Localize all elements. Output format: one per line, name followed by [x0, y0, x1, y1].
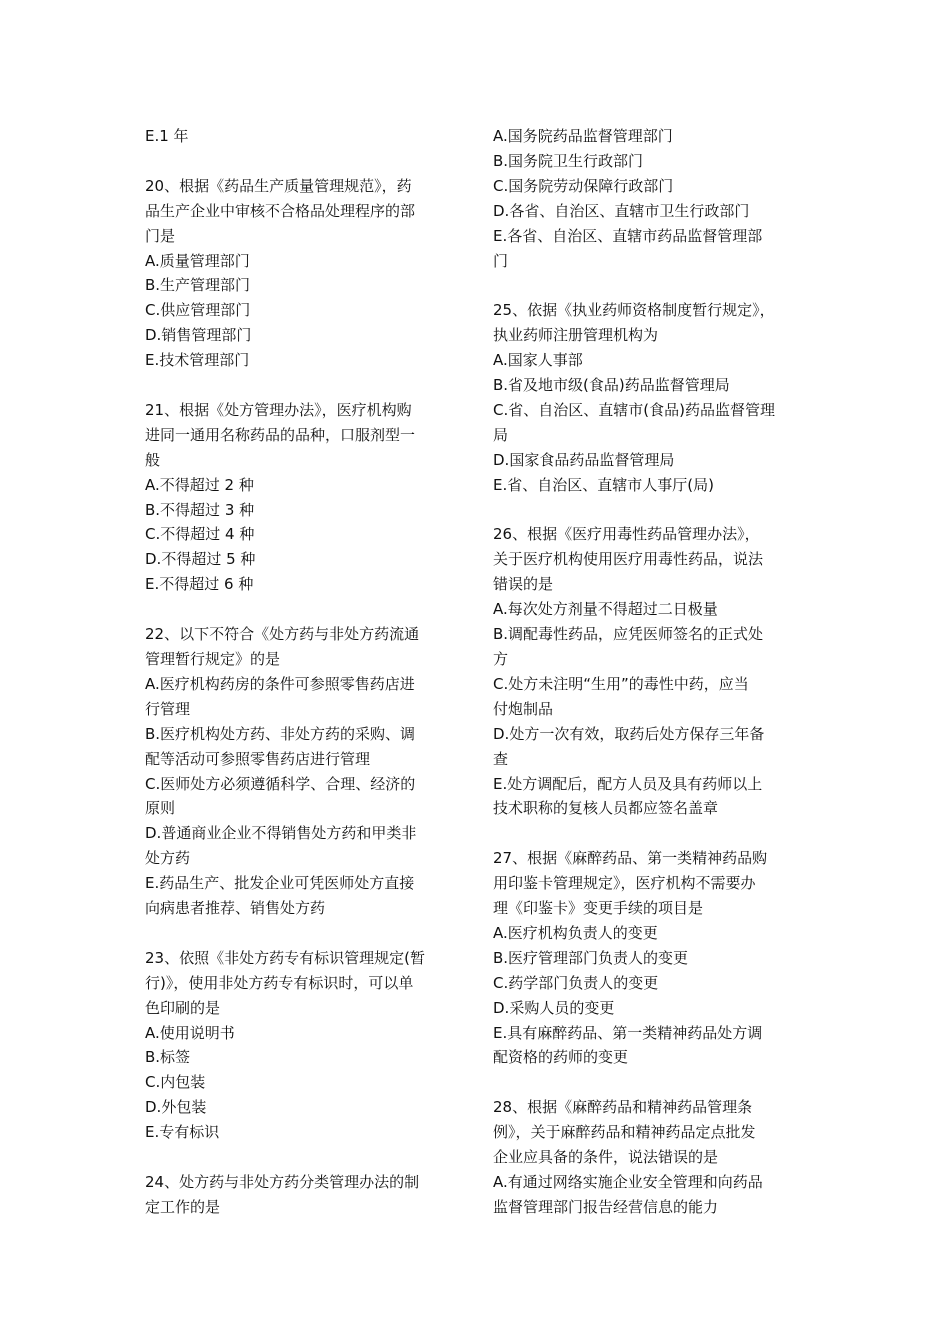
text-line: 监督管理部门报告经营信息的能力: [493, 1197, 719, 1216]
text-line: 般: [145, 450, 161, 469]
text-line: A.质量管理部门: [145, 251, 250, 270]
text-line: E.不得超过 6 种: [145, 575, 254, 594]
text-line: 处方药: [145, 849, 191, 868]
question-block: [493, 1095, 811, 1220]
question-block: [493, 124, 811, 273]
text-line: D.销售管理部门: [145, 326, 252, 345]
text-line: C.不得超过 4 种: [145, 525, 255, 544]
text-line: B.调配毒性药品，应凭医师签名的正式处: [493, 625, 764, 644]
text-line: D.采购人员的变更: [493, 998, 615, 1017]
text-line: 理《印鉴卡》变更手续的项目是: [493, 899, 704, 918]
text-line: E.1 年: [145, 127, 189, 145]
text-line: E.药品生产、批发企业可凭医师处方直接: [145, 874, 415, 893]
text-line: D.不得超过 5 种: [145, 550, 256, 569]
text-line: 关于医疗机构使用医疗用毒性药品，说法: [493, 550, 764, 569]
text-line: A.使用说明书: [145, 1023, 235, 1042]
text-line: 行)》，使用非处方药专有标识时，可以单: [145, 973, 414, 992]
text-line: 门: [493, 251, 509, 270]
question-block: [493, 522, 811, 821]
text-line: 定工作的是: [145, 1197, 221, 1216]
question-block: [145, 398, 455, 597]
text-line: 配等活动可参照零售药店进行管理: [145, 749, 371, 768]
text-line: 行管理: [145, 699, 191, 718]
text-line: C.医师处方必须遵循科学、合理、经济的: [145, 774, 416, 793]
text-line: A.医疗机构负责人的变更: [493, 923, 658, 942]
text-line: 28、根据《麻醉药品和精神药品管理条: [493, 1098, 753, 1117]
question-block: [493, 298, 811, 497]
text-line: C.处方未注明“生用”的毒性中药，应当: [493, 674, 749, 693]
text-line: 管理暂行规定》的是: [145, 649, 281, 668]
text-line: 局: [493, 425, 509, 444]
text-line: A.有通过网络实施企业安全管理和向药品: [493, 1173, 763, 1191]
text-line: 25、依据《执业药师资格制度暂行规定》，: [493, 301, 775, 320]
right-column: [493, 124, 811, 1245]
text-line: B.医疗机构处方药、非处方药的采购、调: [145, 724, 416, 743]
text-line: 品生产企业中审核不合格品处理程序的部: [145, 201, 416, 220]
text-line: D.普通商业企业不得销售处方药和甲类非: [145, 824, 417, 843]
question-block: [145, 174, 455, 373]
left-column: [145, 124, 455, 1245]
text-line: D.外包装: [145, 1098, 207, 1117]
text-line: 查: [493, 749, 509, 768]
text-line: 20、根据《药品生产质量管理规范》，药: [145, 176, 412, 195]
text-line: C.供应管理部门: [145, 301, 251, 320]
text-line: C.省、自治区、直辖市(食品)药品监督管理: [493, 400, 775, 419]
text-line: B.国务院卫生行政部门: [493, 151, 644, 170]
text-line: A.国家人事部: [493, 351, 583, 370]
question-block: [145, 1170, 455, 1220]
text-line: C.药学部门负责人的变更: [493, 973, 659, 992]
text-line: A.国务院药品监督管理部门: [493, 127, 673, 145]
text-line: E.具有麻醉药品、第一类精神药品处方调: [493, 1023, 763, 1042]
question-block: [145, 622, 455, 921]
text-line: 用印鉴卡管理规定》，医疗机构不需要办: [493, 874, 756, 893]
text-line: 执业药师注册管理机构为: [493, 326, 659, 345]
text-line: E.省、自治区、直辖市人事厅(局): [493, 475, 714, 494]
text-line: A.不得超过 2 种: [145, 475, 254, 494]
text-line: 配资格的药师的变更: [493, 1048, 629, 1067]
text-line: B.不得超过 3 种: [145, 500, 255, 519]
text-line: E.各省、自治区、直辖市药品监督管理部: [493, 226, 763, 245]
text-line: 方: [493, 650, 509, 668]
text-line: D.各省、自治区、直辖市卫生行政部门: [493, 201, 750, 220]
text-line: E.专有标识: [145, 1123, 220, 1142]
text-line: B.标签: [145, 1048, 191, 1067]
text-line: 23、依照《非处方药专有标识管理规定(暂: [145, 948, 425, 967]
text-line: C.内包装: [145, 1073, 206, 1092]
text-line: B.省及地市级(食品)药品监督管理局: [493, 376, 730, 395]
question-block: [145, 946, 455, 1145]
text-line: 向病患者推荐、销售处方药: [145, 899, 326, 918]
text-line: D.国家食品药品监督管理局: [493, 450, 675, 469]
text-line: 21、根据《处方管理办法》，医疗机构购: [145, 400, 412, 419]
text-line: 27、根据《麻醉药品、第一类精神药品购: [493, 849, 768, 868]
text-line: 26、根据《医疗用毒性药品管理办法》，: [493, 525, 760, 544]
text-line: 色印刷的是: [145, 998, 221, 1017]
text-line: 技术职称的复核人员都应签名盖章: [493, 799, 719, 818]
text-line: 付炮制品: [493, 699, 554, 718]
text-line: 24、处方药与非处方药分类管理办法的制: [145, 1172, 420, 1191]
text-line: C.国务院劳动保障行政部门: [493, 176, 674, 195]
text-line: A.每次处方剂量不得超过二日极量: [493, 600, 718, 619]
text-line: 22、以下不符合《处方药与非处方药流通: [145, 625, 420, 644]
text-line: 进同一通用名称药品的品种，口服剂型一: [145, 425, 416, 444]
text-line: E.处方调配后，配方人员及具有药师以上: [493, 774, 763, 793]
text-line: 企业应具备的条件，说法错误的是: [493, 1148, 719, 1167]
text-line: B.医疗管理部门负责人的变更: [493, 948, 689, 967]
text-line: A.医疗机构药房的条件可参照零售药店进: [145, 674, 415, 693]
text-line: E.技术管理部门: [145, 351, 250, 370]
text-line: 例》，关于麻醉药品和精神药品定点批发: [493, 1123, 756, 1142]
text-line: 门是: [145, 226, 176, 245]
question-block: [145, 124, 455, 149]
question-block: [493, 846, 811, 1070]
text-line: 错误的是: [493, 575, 554, 594]
text-line: B.生产管理部门: [145, 276, 251, 295]
text-line: 原则: [145, 799, 176, 818]
text-line: D.处方一次有效，取药后处方保存三年备: [493, 724, 765, 743]
